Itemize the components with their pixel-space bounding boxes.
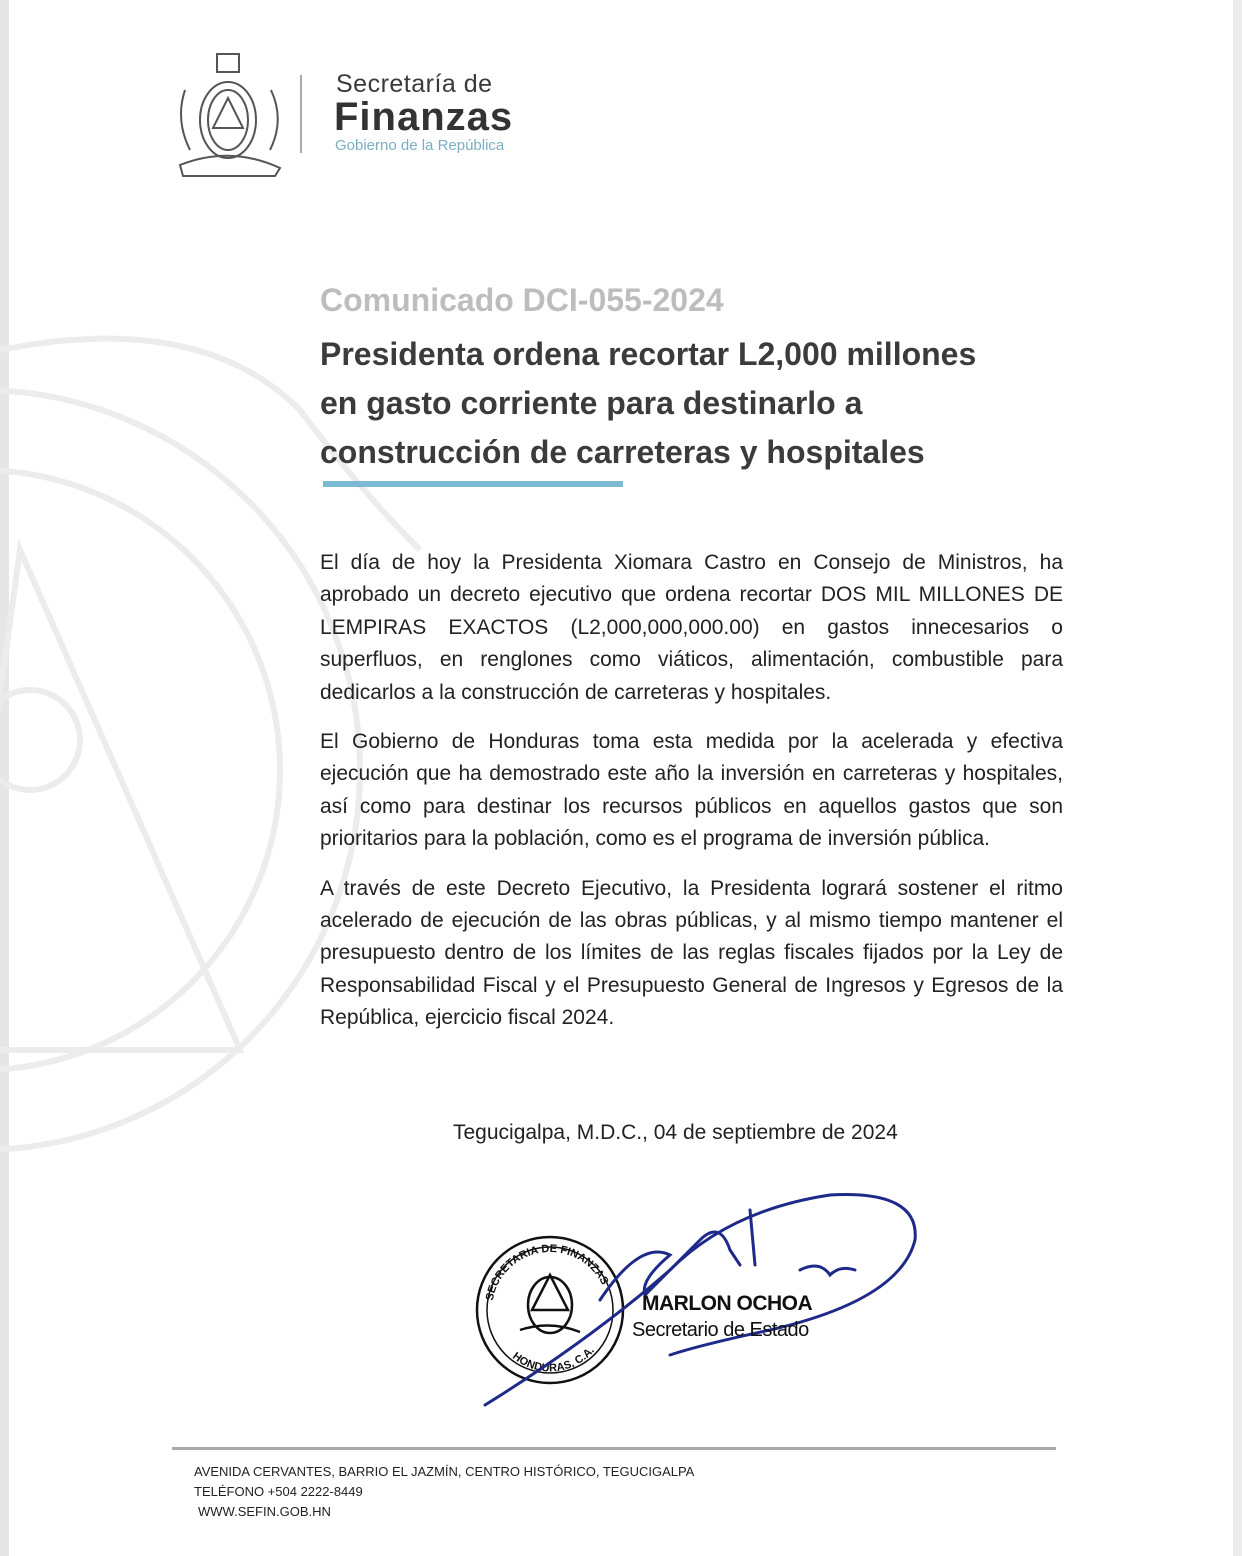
honduras-coat-of-arms-icon — [175, 50, 285, 180]
svg-text:HONDURAS, C.A.: HONDURAS, C.A. — [510, 1344, 597, 1375]
paragraph: El Gobierno de Honduras toma esta medida por la acelerada y efectiva ejecución que ha demostrado este año la inversión en carreteras y hospitales, así como para destinar los recursos públicos en aquellos gastos que son prioritarios para la población, como es el programa de inversión pública. — [320, 730, 1063, 851]
paragraph: A través de este Decreto Ejecutivo, la Presidenta logrará sostener el ritmo acelerado de ejecución de las obras públicas, y al mismo tiempo mantener el presupuesto dentro de los límites de las reglas fiscales fijados por la Ley de Responsabilidad Fiscal y el Presupuesto General de Ingresos y Egresos de la República, ejercicio fiscal 2024. — [320, 876, 1063, 1030]
logo-divider — [300, 75, 302, 153]
footer-phone: TELÉFONO +504 2222-8449 — [194, 1484, 363, 1499]
signer-role: Secretario de Estado — [632, 1319, 809, 1341]
page-edge-right — [1233, 0, 1242, 1556]
title-line: construcción de carreteras y hospitales — [320, 434, 925, 470]
footer-divider — [172, 1447, 1056, 1450]
brand-line-2: Finanzas — [334, 95, 514, 139]
place-date: Tegucigalpa, M.D.C., 04 de septiembre de 2024 — [453, 1121, 898, 1144]
brand-line-1: Secretaría de — [336, 70, 493, 98]
svg-text:SECRETARIA DE FINANZAS: SECRETARIA DE FINANZAS — [483, 1242, 611, 1302]
document-reference: Comunicado DCI-055-2024 — [320, 282, 724, 318]
footer-website[interactable]: WWW.SEFIN.GOB.HN — [198, 1504, 331, 1519]
document-title — [320, 330, 1080, 477]
footer-address: AVENIDA CERVANTES, BARRIO EL JAZMÍN, CENTRO HISTÓRICO, TEGUCIGALPA — [194, 1464, 695, 1479]
paragraph: El día de hoy la Presidenta Xiomara Castro en Consejo de Ministros, ha aprobado un decreto ejecutivo que ordena recortar DOS MIL MILLONES DE LEMPIRAS EXACTOS (L2,000,000,000.00) en gastos innecesarios o superfluos, en renglones como viáticos, alimentación, combustible para dedicarlos a la construcción de carreteras y hospitales. — [320, 551, 1063, 704]
title-line: en gasto corriente para destinarlo a — [320, 385, 863, 421]
document-body — [320, 547, 1063, 1052]
footer — [194, 1462, 694, 1522]
signer-name: MARLON OCHOA — [642, 1292, 813, 1315]
brand-line-3: Gobierno de la República — [335, 137, 505, 154]
title-underline — [323, 481, 623, 487]
title-line: Presidenta ordena recortar L2,000 millones — [320, 336, 977, 372]
